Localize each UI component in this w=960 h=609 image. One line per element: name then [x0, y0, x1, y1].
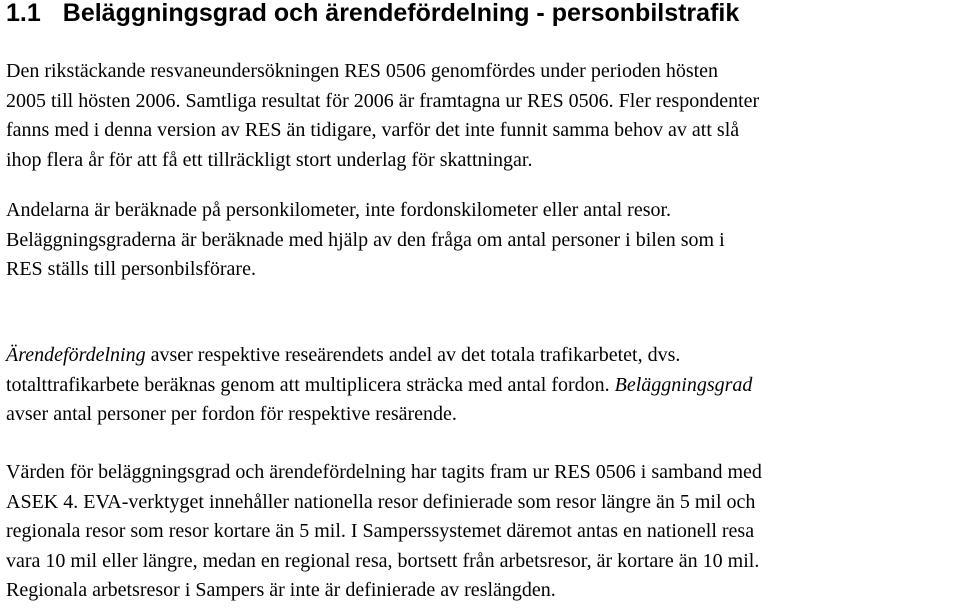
text-line: regionala resor som resor kortare än 5 mil. I Samperssystemet däremot antas en nationell resa	[6, 520, 755, 542]
paragraph-shares-method	[6, 196, 725, 285]
text-line: ihop flera år för att få ett tillräckligt stort underlag för skattningar.	[6, 148, 533, 171]
paragraph-values-source	[6, 458, 762, 606]
text-line: ASEK 4. EVA-verktyget innehåller nationella resor definierade som resor längre än 5 mil och	[6, 490, 756, 513]
section-heading	[6, 0, 960, 28]
text-line: vara 10 mil eller längre, medan en regional resa, bortsett från arbetsresor, är kortare än 10 mil.	[6, 549, 760, 572]
text-line: fanns med i denna version av RES än tidigare, varför det inte funnit samma behov av att slå	[6, 119, 740, 141]
text-line	[6, 371, 752, 401]
paragraph-survey-intro	[6, 57, 759, 175]
text-line: avser antal personer per fordon för respektive resärende.	[6, 403, 457, 425]
text-line: Beläggningsgraderna är beräknade med hjälp av den fråga om antal personer i bilen som i	[6, 228, 725, 251]
term-arendefordelning: Ärendefördelning	[6, 344, 146, 366]
text-line: RES ställs till personbilsförare.	[6, 258, 256, 280]
section-title: Beläggningsgrad och ärendefördelning - personbilstrafik	[62, 0, 740, 27]
text-line: 2005 till hösten 2006. Samtliga resultat för 2006 är framtagna ur RES 0506. Fler respondenter	[6, 89, 760, 112]
text-line: Regionala arbetsresor i Sampers är inte är definierade av reslängden.	[6, 579, 556, 601]
definition-text: totalttrafikarbete beräknas genom att multiplicera sträcka med antal fordon.	[6, 373, 615, 396]
text-line	[6, 341, 752, 371]
text-line: Värden för beläggningsgrad och ärendefördelning har tagits fram ur RES 0506 i samband med	[6, 461, 762, 483]
definition-text: avser respektive reseärendets andel av det totala trafikarbetet, dvs.	[145, 344, 681, 366]
text-line: Andelarna är beräknade på personkilometer, inte fordonskilometer eller antal resor.	[6, 199, 672, 221]
section-number: 1.1	[6, 0, 41, 27]
paragraph-definitions	[6, 341, 752, 430]
term-belaggningsgrad: Beläggningsgrad	[614, 373, 753, 396]
text-line: Den rikstäckande resvaneundersökningen RES 0506 genomfördes under perioden hösten	[6, 60, 719, 82]
